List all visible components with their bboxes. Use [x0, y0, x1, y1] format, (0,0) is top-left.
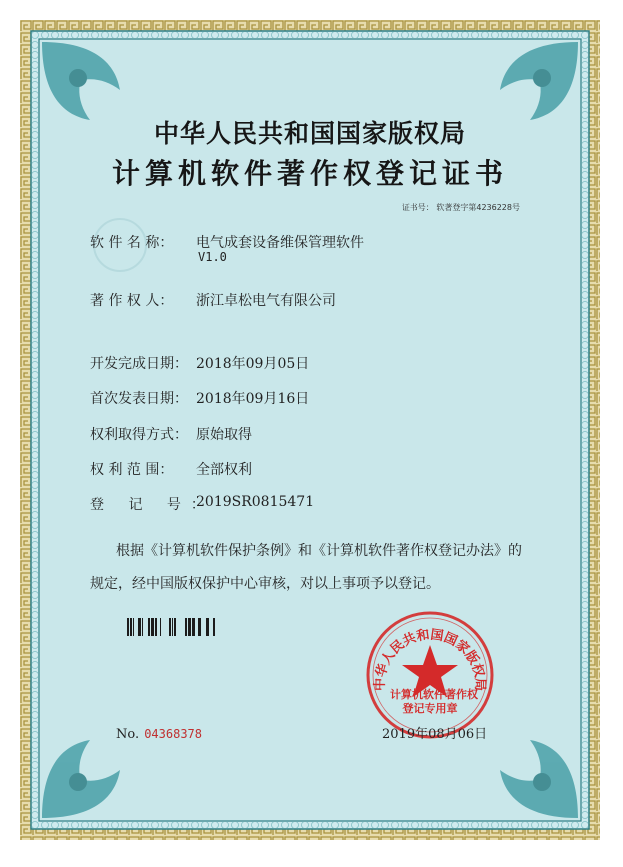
field-label-copyright-owner: 著 作 权 人： — [90, 293, 174, 309]
barcode-bar — [188, 618, 191, 636]
corner-ornament-top-right — [500, 42, 578, 120]
barcode-bar — [169, 618, 171, 636]
field-value-copyright-owner: 浙江卓松电气有限公司 — [196, 293, 336, 309]
barcode-bar — [148, 618, 150, 636]
official-seal — [368, 613, 492, 737]
barcode-bar — [198, 618, 201, 636]
barcode-bar — [174, 618, 176, 636]
serial-number-label: No. — [116, 727, 140, 742]
statement-line-2: 规定，经中国版权保护中心审核，对以上事项予以登记。 — [90, 576, 440, 592]
seal-line-1: 计算机软件著作权 — [390, 688, 478, 701]
field-label-publish-date: 首次发表日期： — [90, 391, 188, 407]
barcode-bar — [185, 618, 187, 636]
barcode-bar — [192, 618, 195, 636]
barcode-bar — [151, 618, 154, 636]
barcode-bar — [127, 618, 129, 636]
barcode-bar — [172, 618, 173, 636]
barcode-bar — [130, 618, 132, 636]
certificate-number-label: 证书号： — [401, 203, 434, 212]
certificate-title: 计算机软件著作权登记证书 — [111, 157, 508, 190]
field-label-acquisition: 权利取得方式： — [90, 427, 188, 443]
certificate-number — [402, 202, 520, 213]
corner-ornament-bottom-right — [500, 740, 578, 818]
barcode-bar — [133, 618, 134, 636]
corner-ornament-top-left — [42, 42, 120, 120]
field-value-registration-no: 2019SR0815471 — [196, 494, 315, 510]
field-label-dev-date: 开发完成日期： — [90, 356, 188, 372]
seal-line-2: 登记专用章 — [402, 702, 458, 715]
field-value-software-name: 电气成套设备维保管理软件 — [196, 235, 364, 251]
serial-number-value: 04368378 — [144, 727, 202, 741]
corner-ornament-bottom-left — [42, 740, 120, 818]
field-value-dev-date: 2018年09月05日 — [196, 356, 310, 372]
serial-number — [116, 723, 202, 742]
certificate-number-value: 软著登字第4236228号 — [436, 203, 520, 212]
field-label-scope: 权 利 范 围： — [90, 462, 174, 478]
barcode-bar — [138, 618, 141, 636]
field-label-registration-no: 登 记 号： — [90, 497, 215, 513]
seal-ring-text: 中华人民共和国国家版权局 — [372, 627, 488, 692]
barcode-bar — [160, 618, 161, 636]
barcode — [127, 618, 215, 636]
barcode-bar — [206, 618, 209, 636]
issuer-heading: 中华人民共和国国家版权局 — [153, 119, 466, 148]
field-value-acquisition: 原始取得 — [196, 427, 252, 443]
field-value-software-version: V1.0 — [198, 250, 227, 264]
barcode-bar — [155, 618, 157, 636]
statement-line-1: 根据《计算机软件保护条例》和《计算机软件著作权登记办法》的 — [116, 543, 522, 559]
issue-date: 2019年08月06日 — [382, 727, 488, 742]
field-value-publish-date: 2018年09月16日 — [196, 391, 310, 407]
certificate — [20, 20, 600, 840]
barcode-bar — [142, 618, 143, 636]
field-label-software-name: 软 件 名 称： — [90, 235, 174, 251]
field-value-scope: 全部权利 — [196, 462, 252, 478]
barcode-bar — [213, 618, 215, 636]
